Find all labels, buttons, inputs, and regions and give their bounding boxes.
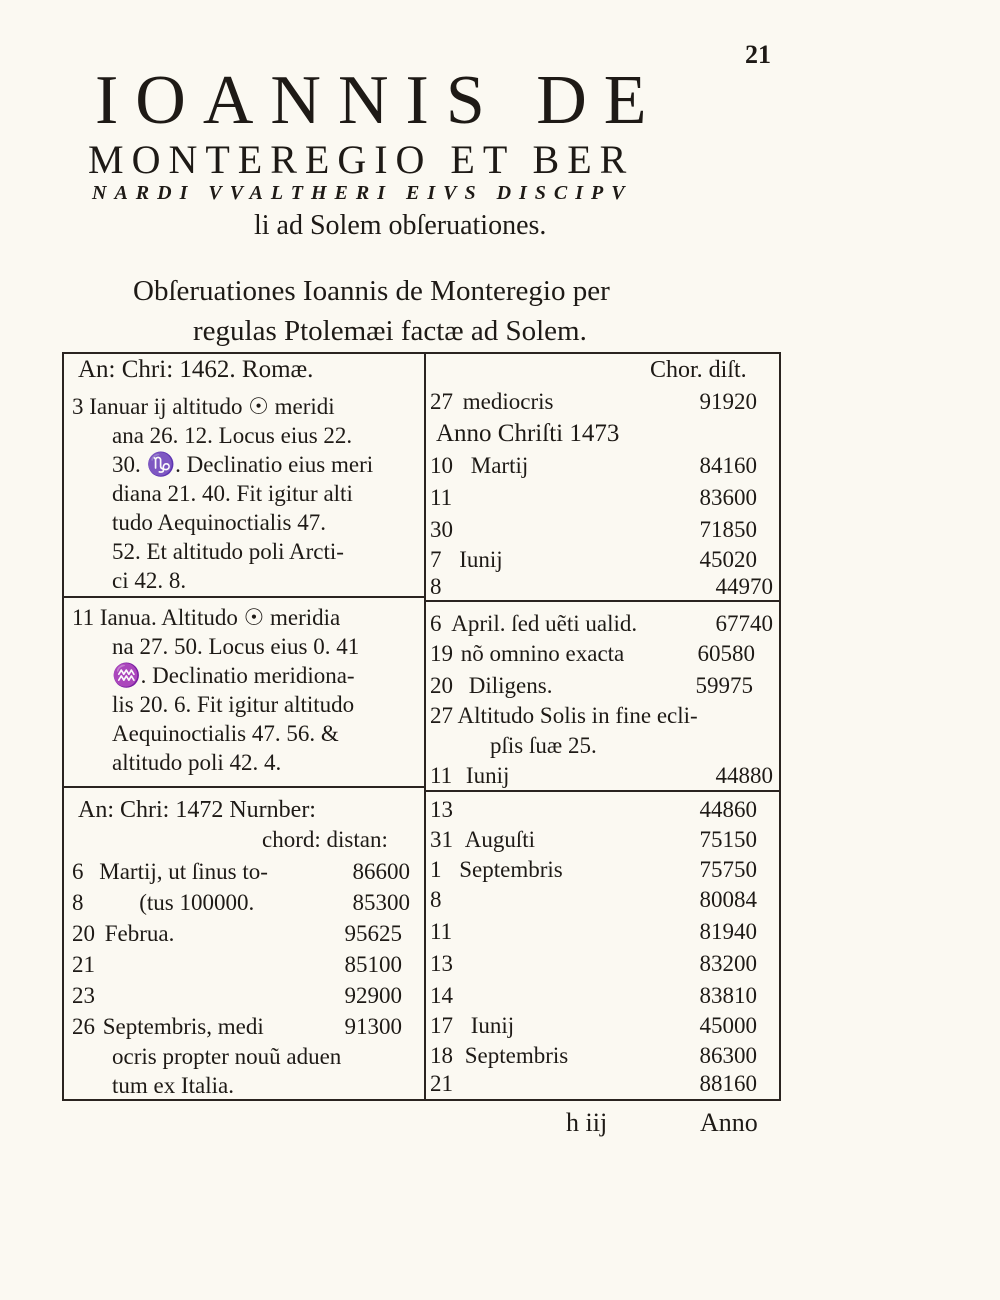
row-day: 11 — [430, 919, 453, 944]
row-day: 17 — [430, 1013, 453, 1038]
table-row — [430, 796, 765, 824]
row-value: 75150 — [699, 827, 757, 852]
row-value: 91920 — [699, 389, 757, 414]
row-label: Iunij — [470, 1013, 515, 1038]
right-altitudo-line-2: pſis ſuæ 25. — [490, 733, 597, 758]
row-label: Iunij — [459, 547, 503, 572]
row-day: 11 — [430, 485, 453, 510]
row-value: 44860 — [699, 797, 757, 822]
signature-mark: h iij — [566, 1108, 608, 1137]
row-value: 45020 — [699, 547, 757, 572]
right-altitudo-line: 27 Altitudo Solis in fine ecli- — [430, 703, 698, 728]
subtitle-line-1: Obſeruationes Ioannis de Monteregio per — [133, 275, 610, 307]
row-label: Septembris — [459, 857, 563, 882]
row-label: Diligens. — [468, 673, 553, 698]
right-header: Chor. diſt. — [650, 357, 747, 383]
table-row — [430, 1042, 765, 1070]
text-line: 11 Ianua. Altitudo ☉ meridia — [72, 605, 341, 630]
table-row — [430, 452, 765, 480]
rule-left-2 — [62, 786, 424, 788]
row-label: Auguſti — [464, 827, 536, 852]
row-value: 88160 — [699, 1071, 757, 1096]
row-value: 60580 — [697, 641, 755, 666]
page-title-line-4: li ad Solem obſeruationes. — [254, 210, 547, 241]
text-line: ocris propter nouũ aduen — [112, 1044, 342, 1069]
row-day: 21 — [72, 952, 95, 977]
left-block3-tail — [72, 1042, 341, 1100]
table-row — [430, 640, 765, 668]
row-value: 95625 — [344, 921, 402, 946]
table-row — [430, 950, 765, 978]
row-day: 7 — [430, 547, 442, 572]
table-row — [430, 546, 765, 574]
row-label: (tus 100000. — [139, 890, 255, 915]
table-row — [430, 918, 765, 946]
row-value: 86600 — [352, 859, 410, 884]
row-label: nõ omnino exacta — [460, 641, 625, 666]
row-day: 21 — [430, 1071, 453, 1096]
rule-left-1 — [62, 596, 424, 598]
row-value: 44970 — [715, 574, 773, 599]
row-label: Martij, ut ſinus to- — [99, 859, 268, 884]
row-day: 13 — [430, 797, 453, 822]
right-anno-heading: Anno Chriſti 1473 — [436, 420, 620, 447]
row-label: mediocris — [462, 389, 554, 414]
row-value: 44880 — [715, 763, 773, 788]
row-label: Iunij — [465, 763, 510, 788]
row-value: 83200 — [699, 951, 757, 976]
row-day: 8 — [72, 890, 84, 915]
row-day: 14 — [430, 983, 453, 1008]
row-value: 83600 — [699, 485, 757, 510]
row-label: Septembris — [464, 1043, 569, 1068]
row-day: 6 — [430, 611, 442, 636]
row-day: 1 — [430, 857, 442, 882]
table-row — [430, 982, 765, 1010]
row-day: 20 — [430, 673, 453, 698]
left-block3-heading: An: Chri: 1472 Nurnber: — [78, 797, 316, 823]
text-line: ana 26. 12. Locus eius 22. — [112, 423, 353, 448]
table-row — [430, 886, 765, 914]
row-value: 59975 — [695, 673, 753, 698]
table-row — [430, 1070, 765, 1098]
text-line: lis 20. 6. Fit igitur altitudo — [112, 692, 355, 717]
row-day: 11 — [430, 763, 453, 788]
text-line: Aequinoctialis 47. 56. & — [112, 721, 339, 746]
page-number: 21 — [745, 40, 771, 69]
row-value: 45000 — [699, 1013, 757, 1038]
table-row — [72, 951, 412, 979]
row-day: 27 — [430, 389, 453, 414]
page-title-line-3: NARDI VVALTHERI EIVS DISCIPV — [92, 182, 633, 204]
page-title-line-1: IOANNIS DE — [95, 62, 664, 139]
row-day: 13 — [430, 951, 453, 976]
row-value: 86300 — [699, 1043, 757, 1068]
row-value: 83810 — [699, 983, 757, 1008]
table-row — [430, 762, 775, 790]
rule-right-2 — [424, 790, 779, 792]
text-line: altitudo poli 42. 4. — [112, 750, 282, 775]
table-row — [430, 610, 775, 638]
row-value: 80084 — [699, 887, 757, 912]
row-value: 81940 — [699, 919, 757, 944]
text-line: diana 21. 40. Fit igitur alti — [112, 481, 353, 506]
text-line: 3 Ianuar ij altitudo ☉ meridi — [72, 394, 335, 419]
row-day: 20 — [72, 921, 95, 946]
row-day: 6 — [72, 859, 84, 884]
row-day: 8 — [430, 887, 442, 912]
row-value: 75750 — [699, 857, 757, 882]
row-day: 10 — [430, 453, 453, 478]
row-label: Februa. — [104, 921, 175, 946]
row-value: 67740 — [715, 611, 773, 636]
table-row — [430, 573, 775, 601]
catchword: Anno — [700, 1108, 758, 1137]
left-block1-text — [72, 392, 373, 595]
row-day: 18 — [430, 1043, 453, 1068]
page-title-line-2: MONTEREGIO ET BER — [88, 137, 635, 182]
row-day: 31 — [430, 827, 453, 852]
table-row — [72, 858, 412, 886]
subtitle-line-2: regulas Ptolemæi factæ ad Solem. — [193, 315, 587, 347]
table-row — [72, 1013, 412, 1041]
row-value: 85100 — [344, 952, 402, 977]
left-block2-text — [72, 603, 359, 777]
table-row — [430, 516, 765, 544]
table-row — [430, 856, 765, 884]
table-row — [430, 388, 765, 416]
row-value: 85300 — [352, 890, 410, 915]
row-day: 26 — [72, 1014, 95, 1039]
text-line: tum ex Italia. — [112, 1073, 234, 1098]
table-row — [430, 826, 765, 854]
row-label: Septembris, medi — [102, 1014, 264, 1039]
row-day: 19 — [430, 641, 453, 666]
row-day: 30 — [430, 517, 453, 542]
table-row — [72, 920, 412, 948]
text-line: ♒. Declinatio meridiona- — [112, 663, 355, 688]
table-row — [430, 1012, 765, 1040]
text-line: 30. ♑. Declinatio eius meri — [112, 452, 374, 477]
row-day: 8 — [430, 574, 442, 599]
text-line: tudo Aequinoctialis 47. — [112, 510, 327, 535]
row-value: 92900 — [344, 983, 402, 1008]
row-day: 23 — [72, 983, 95, 1008]
row-label: Martij — [470, 453, 529, 478]
table-row — [430, 484, 765, 512]
column-divider — [424, 352, 426, 1099]
row-value: 91300 — [344, 1014, 402, 1039]
table-row — [72, 982, 412, 1010]
text-line: ci 42. 8. — [112, 568, 187, 593]
row-value: 71850 — [699, 517, 757, 542]
row-label: April. ſed uẽti ualid. — [451, 611, 638, 636]
row-value: 84160 — [699, 453, 757, 478]
text-line: 52. Et altitudo poli Arcti- — [112, 539, 344, 564]
left-block1-heading: An: Chri: 1462. Romæ. — [78, 356, 314, 383]
left-block3-heading-2: chord: distan: — [262, 827, 388, 852]
table-row — [430, 672, 765, 700]
text-line: na 27. 50. Locus eius 0. 41 — [112, 634, 360, 659]
table-row — [72, 889, 412, 917]
